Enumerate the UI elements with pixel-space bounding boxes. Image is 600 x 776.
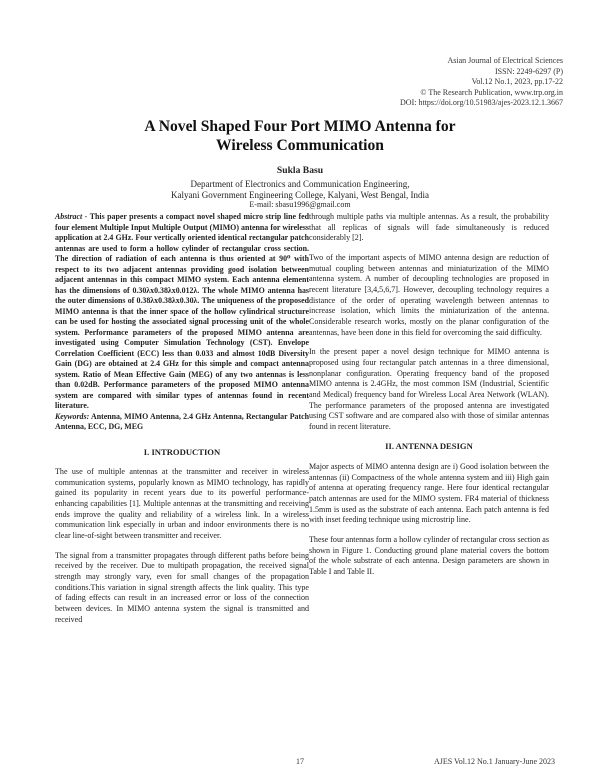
design-paragraph-2: These four antennas form a hollow cylinder of rectangular cross section as shown in Figure 1. Conducting ground plane material covers the bottom of the whole substrate of each antenna. Design parameters are shown in Table I and Table II.: [309, 535, 549, 577]
journal-name: Asian Journal of Electrical Sciences: [447, 56, 563, 65]
abstract-text: This paper presents a compact novel shaped micro strip line fed four element Multiple Input Multiple Output (MIMO) antenna for wireless application at 2.4 GHz. Four vertically oriented identical rectangular patch antennas are used to form a hollow cylinder of rectangular cross section. The direction of radiation of each antenna is thus oriented at 90⁰ with respect to its two adjacent antennas providing good isolation between adjacent antennas in this compact MIMO system. Each antenna element has the dimensions of 0.30λx0.38λx0.012λ. The whole MIMO antenna has the outer dimensions of 0.38λx0.38λx0.30λ. The uniqueness of the proposed MIMO antenna is that the inner space of the hollow cylindrical structure can be used for hosting the associated signal processing unit of the whole system. Performance parameters of the proposed MIMO antenna are investigated using Computer Simulation Technology (CST). Envelope Correlation Coefficient (ECC) less than 0.033 and almost 10dB Diversity Gain (DG) are obtained at 2.4 GHz for this simple and compact antenna system. Ratio of Mean Effective Gain (MEG) of any two antennas is less than 0.02dB. Performance parameters of the proposed MIMO antenna system are compared with similar types of antennas found in recent literature.: [55, 212, 309, 410]
journal-doi: DOI: https://doi.org/10.51983/ajes-2023.12.1.3667: [400, 98, 563, 108]
title-line-1: A Novel Shaped Four Port MIMO Antenna for: [144, 118, 456, 135]
section-heading-antenna-design: II. ANTENNA DESIGN: [385, 441, 473, 452]
intro-paragraph-3: through multiple paths via multiple antennas. As a result, the probability that all replicas of signals will fade simultaneously is reduced considerably [2].: [309, 212, 549, 243]
section-heading-introduction: I. INTRODUCTION: [143, 446, 221, 457]
journal-header: [400, 56, 563, 109]
journal-volume: Vol.12 No.1, 2023, pp.17-22: [471, 77, 563, 87]
title-line-2: Wireless Communication: [216, 136, 384, 154]
page-number: 17: [296, 757, 304, 766]
author-email: E-mail: sbasu1996@gmail.com: [249, 200, 351, 210]
keywords: [55, 412, 309, 433]
keywords-text: Antenna, MIMO Antenna, 2.4 GHz Antenna, Rectangular Patch Antenna, ECC, DG, MEG: [55, 411, 309, 431]
intro-paragraph-5: In the present paper a novel design technique for MIMO antenna is proposed using four rectangular patch antennas in a three dimensional, nonplanar configuration. Operating frequency band of the proposed MIMO antenna is 2.4GHz, the most common ISM (Industrial, Scientific and Medical) frequency band for Wireless Local Area Network (WLAN). The performance parameters of the proposed antenna are investigated using CST software and are compared also with those of similar antennas found in recent literature.: [309, 347, 549, 431]
footer-journal-issue: AJES Vol.12 No.1 January-June 2023: [433, 757, 555, 766]
journal-issn: ISSN: 2249-6297 (P): [494, 66, 563, 76]
author-name: Sukla Basu: [276, 165, 324, 176]
author-college: Kalyani Government Engineering College, Kalyani, West Bengal, India: [170, 189, 430, 200]
intro-paragraph-1: The use of multiple antennas at the transmitter and receiver in wireless communication systems, popularly known as MIMO technology, has rapidly gained its popularity in recent years due to its powerful performance-enhancing capabilities [1]. Multiple antennas at the transmitting and receiving ends improve the quality and reliability of a wireless link. In a wireless communication link especially in urban and indoor environments there is no clear line-of-sight between transmitter and receiver.: [55, 467, 309, 541]
author-block: [0, 166, 600, 211]
paper-title: [0, 118, 600, 155]
keywords-label: Keywords:: [55, 411, 90, 421]
author-department: Department of Electronics and Communication Engineering,: [190, 178, 410, 189]
right-column: [309, 212, 549, 587]
abstract: [55, 212, 309, 412]
intro-paragraph-4: Two of the important aspects of MIMO antenna design are reduction of mutual coupling between antennas and miniaturization of the MIMO antenna system. A number of decoupling technologies are proposed in recent literature [3,4,5,6,7]. However, decoupling technology requires a distance of the order of operating wavelength between antennas to increase isolation, which limits the miniaturization of the antenna. Considerable research works, mostly on the planar configuration of the antennas, have been done in this field for overcoming the said difficulty.: [309, 252, 549, 337]
design-paragraph-1: Major aspects of MIMO antenna design are i) Good isolation between the antennas (ii) Compactness of the whole antenna system and iii) High gain of antenna at operating frequency range. Here four identical rectangular patch antennas are used for the MIMO system. FR4 material of thickness 1.5mm is used as the substrate of each antenna. Each patch antenna is fed with inset feeding technique using microstrip line.: [309, 462, 549, 525]
intro-paragraph-2: The signal from a transmitter propagates through different paths before being received by the receiver. Due to multipath propagation, the received signal strength may strongly vary, even for small changes of the propagation conditions.This variation in signal strength affects the link quality. This type of fading effects can result in an increased error or loss of the connection between devices. In MIMO antenna system the signal is transmitted and received: [55, 550, 309, 624]
abstract-label: Abstract -: [55, 212, 90, 221]
journal-copyright: © The Research Publication, www.trp.org.in: [420, 87, 563, 97]
left-column: [55, 212, 309, 634]
